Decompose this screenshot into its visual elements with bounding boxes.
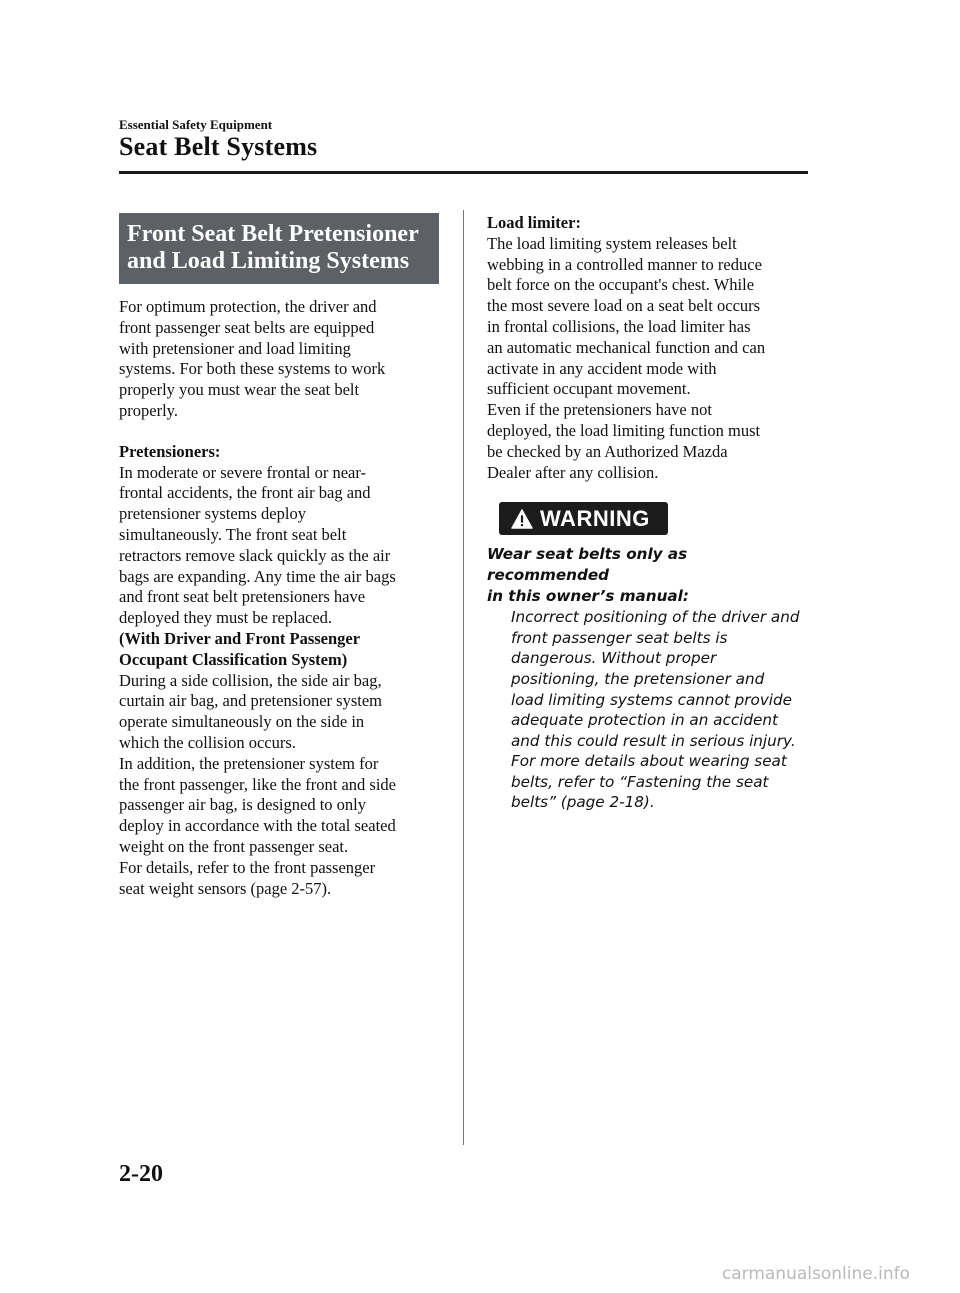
occupant-classification-heading: (With Driver and Front Passenger Occupant Classification System) (119, 628, 361, 669)
pretensioners-paragraph: In moderate or severe frontal or near- frontal accidents, the front air bag and pretensioner systems deploy simultaneously. The front seat belt retractors remove slack quickly as the air bags are expanding. Any time the air bags and front seat belt pretensioners have deployed they must be replaced. (119, 462, 396, 628)
warning-triangle-icon (511, 509, 533, 529)
warning-label: WARNING (540, 505, 650, 531)
header-divider (119, 171, 808, 174)
warning-heading: Wear seat belts only as recommended in this owner’s manual: (487, 545, 689, 605)
left-column (119, 213, 441, 899)
column-divider (463, 210, 464, 1145)
page-title: Seat Belt Systems (119, 132, 318, 161)
load-limiter-paragraph: The load limiting system releases belt webbing in a controlled manner to reduce belt force on the occupant's chest. While the most severe load on a seat belt occurs in frontal collisions, the load limiter has an automatic mechanical function and can activate in any accident mode with sufficient occupant movement. Even if the pretensioners have not deployed, the load limiting function must be checked by an Authorized Mazda Dealer after any collision. (487, 233, 766, 482)
watermark: carmanualsonline.info (721, 1264, 910, 1284)
right-column (487, 213, 812, 813)
intro-paragraph: For optimum protection, the driver and front passenger seat belts are equipped with pretensioner and load limiting systems. For both these systems to work properly you must wear the seat belt properly. (119, 297, 386, 420)
warning-text (487, 544, 812, 813)
warning-badge (499, 502, 668, 535)
page-number: 2-20 (119, 1161, 163, 1187)
section-label: Essential Safety Equipment (119, 117, 273, 132)
banner-title: Front Seat Belt Pretensioner and Load Limiting Systems (127, 221, 419, 274)
pretensioners-heading: Pretensioners: (119, 441, 221, 461)
section-banner (119, 213, 439, 284)
warning-body: Incorrect positioning of the driver and front passenger seat belts is dangerous. Without proper positioning, the pretensioner and load limiting systems cannot provide adequate protection in an accident and this could result in serious injury. For more details about wearing seat belts, refer to “Fastening the seat belts” (page 2-18). (511, 608, 800, 812)
occupant-classification-paragraph: During a side collision, the side air bag, curtain air bag, and pretensioner system operate simultaneously on the side in which the collision occurs. In addition, the pretensioner system for the front passenger, like the front and side passenger air bag, is designed to only deploy in accordance with the total seated weight on the front passenger seat. For details, refer to the front passenger seat weight sensors (page 2-57). (119, 670, 397, 898)
load-limiter-heading: Load limiter: (487, 213, 581, 232)
